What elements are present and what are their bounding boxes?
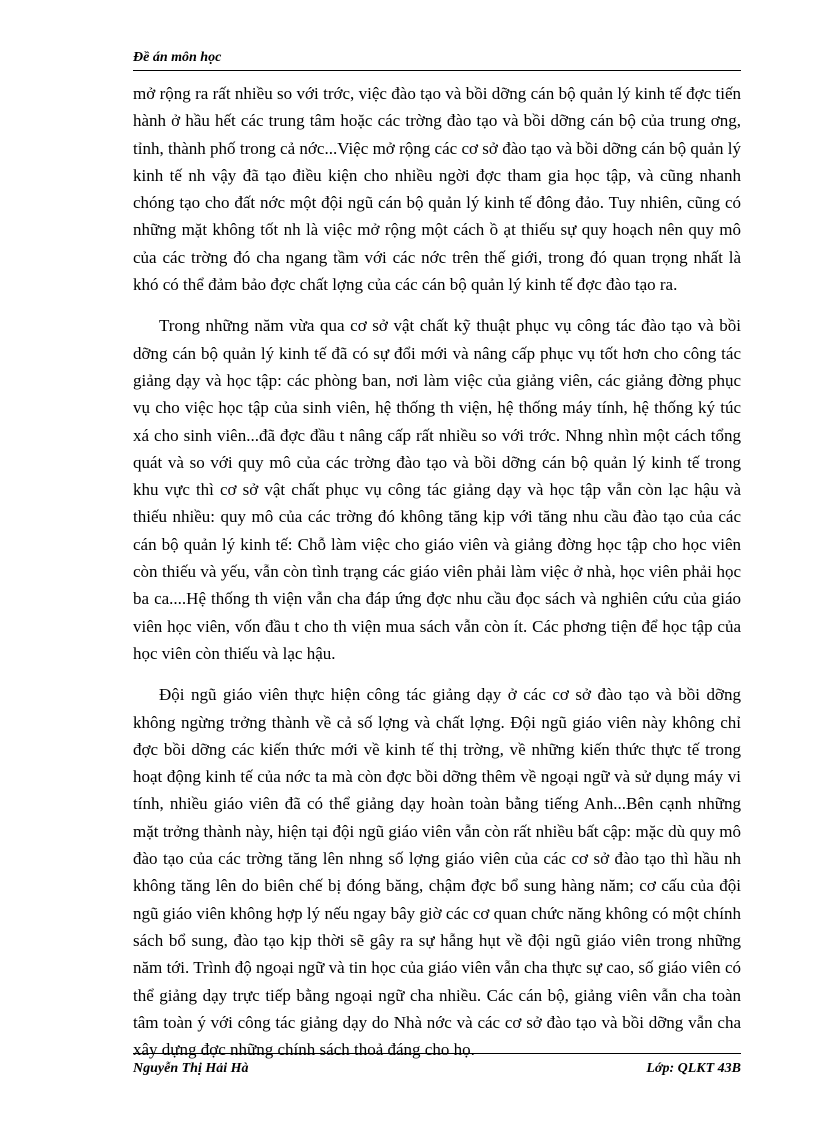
- document-body: [133, 80, 741, 1077]
- paragraph-1: mở rộng ra rất nhiều so với trớc, việc đào tạo và bồi dỡng cán bộ quản lý kinh tế đợc tiến hành ở hầu hết các trung tâm hoặc các trờng đào tạo và bồi dỡng cán bộ của trung ơng, tỉnh, thành phố trong cả nớc...Việc mở rộng các cơ sở đào tạo và bồi dỡng cán bộ quản lý kinh tế nh vậy đã tạo điều kiện cho nhiều ngời đợc tham gia học tập, và cũng nhanh chóng tạo cho đất nớc một đội ngũ cán bộ quản lý kinh tế đông đảo. Tuy nhiên, cũng có những mặt không tốt nh là việc mở rộng một cách ồ ạt thiếu sự quy hoạch nên quy mô của các trờng đó cha ngang tầm với các nớc trên thế giới, trong đó quan trọng nhất là khó có thể đảm bảo đợc chất lợng của các cán bộ quản lý kinh tế đợc đào tạo ra.: [133, 84, 741, 295]
- page-header: [133, 44, 741, 71]
- page-footer: [133, 1053, 741, 1094]
- header-title: Đề án môn học: [133, 50, 222, 65]
- footer-class: Lớp: QLKT 43B: [646, 1061, 741, 1076]
- paragraph-3: Đội ngũ giáo viên thực hiện công tác giảng dạy ở các cơ sở đào tạo và bồi dỡng không ngừng trởng thành về cả số lợng và chất lợng. Đội ngũ giáo viên này không chỉ đợc bồi dỡng các kiến thức mới về kinh tế thị trờng, về những kiến thức thực tế trong hoạt động kinh tế của nớc ta mà còn đợc bồi dỡng thêm về ngoại ngữ và sử dụng máy vi tính, nhiều giáo viên đã có thể giảng dạy hoàn toàn bằng tiếng Anh...Bên cạnh những mặt trởng thành này, hiện tại đội ngũ giáo viên vẫn còn rất nhiều bất cập: mặc dù quy mô đào tạo của các trờng tăng lên nhng số lợng giáo viên của các cơ sở đào tạo thì hầu nh không tăng lên do biên chế bị đóng băng, chậm đợc bổ sung hàng năm; cơ cấu của đội ngũ giáo viên không hợp lý nếu ngay bây giờ các cơ quan chức năng không có một chính sách bổ sung, đào tạo kịp thời sẽ gây ra sự hẫng hụt về đội ngũ giáo viên trong những năm tới. Trình độ ngoại ngữ và tin học của giáo viên vẫn cha thực sự cao, số giáo viên có thể giảng dạy trực tiếp bằng ngoại ngữ cha nhiều. Các cán bộ, giảng viên vẫn cha toàn tâm toàn ý với công tác giảng dạy do Nhà nớc và các cơ sở đào tạo và bồi dỡng vẫn cha xây dựng đợc những chính sách thoả đáng cho họ.: [133, 685, 741, 1060]
- footer-author: Nguyễn Thị Hải Hà: [133, 1061, 249, 1076]
- paragraph-2: Trong những năm vừa qua cơ sở vật chất kỹ thuật phục vụ công tác đào tạo và bồi dỡng cán bộ quản lý kinh tế đã có sự đổi mới và nâng cấp phục vụ tốt hơn cho công tác giảng dạy và học tập: các phòng ban, nơi làm việc của giảng viên, các giảng đờng phục vụ cho việc học tập của sinh viên, hệ thống th viện, hệ thống máy tính, hệ thống ký túc xá cho sinh viên...đã đợc đầu t nâng cấp rất nhiều so với trớc. Nhng nhìn một cách tổng quát và so với quy mô của các trờng đào tạo và bồi dỡng cán bộ quản lý kinh tế trong khu vực thì cơ sở vật chất phục vụ công tác giảng dạy và học tập vẫn còn lạc hậu và thiếu nhiều: quy mô của các trờng đó không tăng kịp với tăng nhu cầu đào tạo của các cán bộ quản lý kinh tế: Chỗ làm việc cho giáo viên và giảng đờng học tập cho học viên còn thiếu và yếu, vẫn còn tình trạng các giáo viên phải làm việc ở nhà, học viên phải học ba ca....Hệ thống th viện vẫn cha đáp ứng đợc nhu cầu đọc sách và nghiên cứu của giáo viên học viên, vốn đầu t cho th viện mua sách vẫn còn ít. Các phơng tiện để học tập của học viên còn thiếu và lạc hậu.: [133, 316, 741, 663]
